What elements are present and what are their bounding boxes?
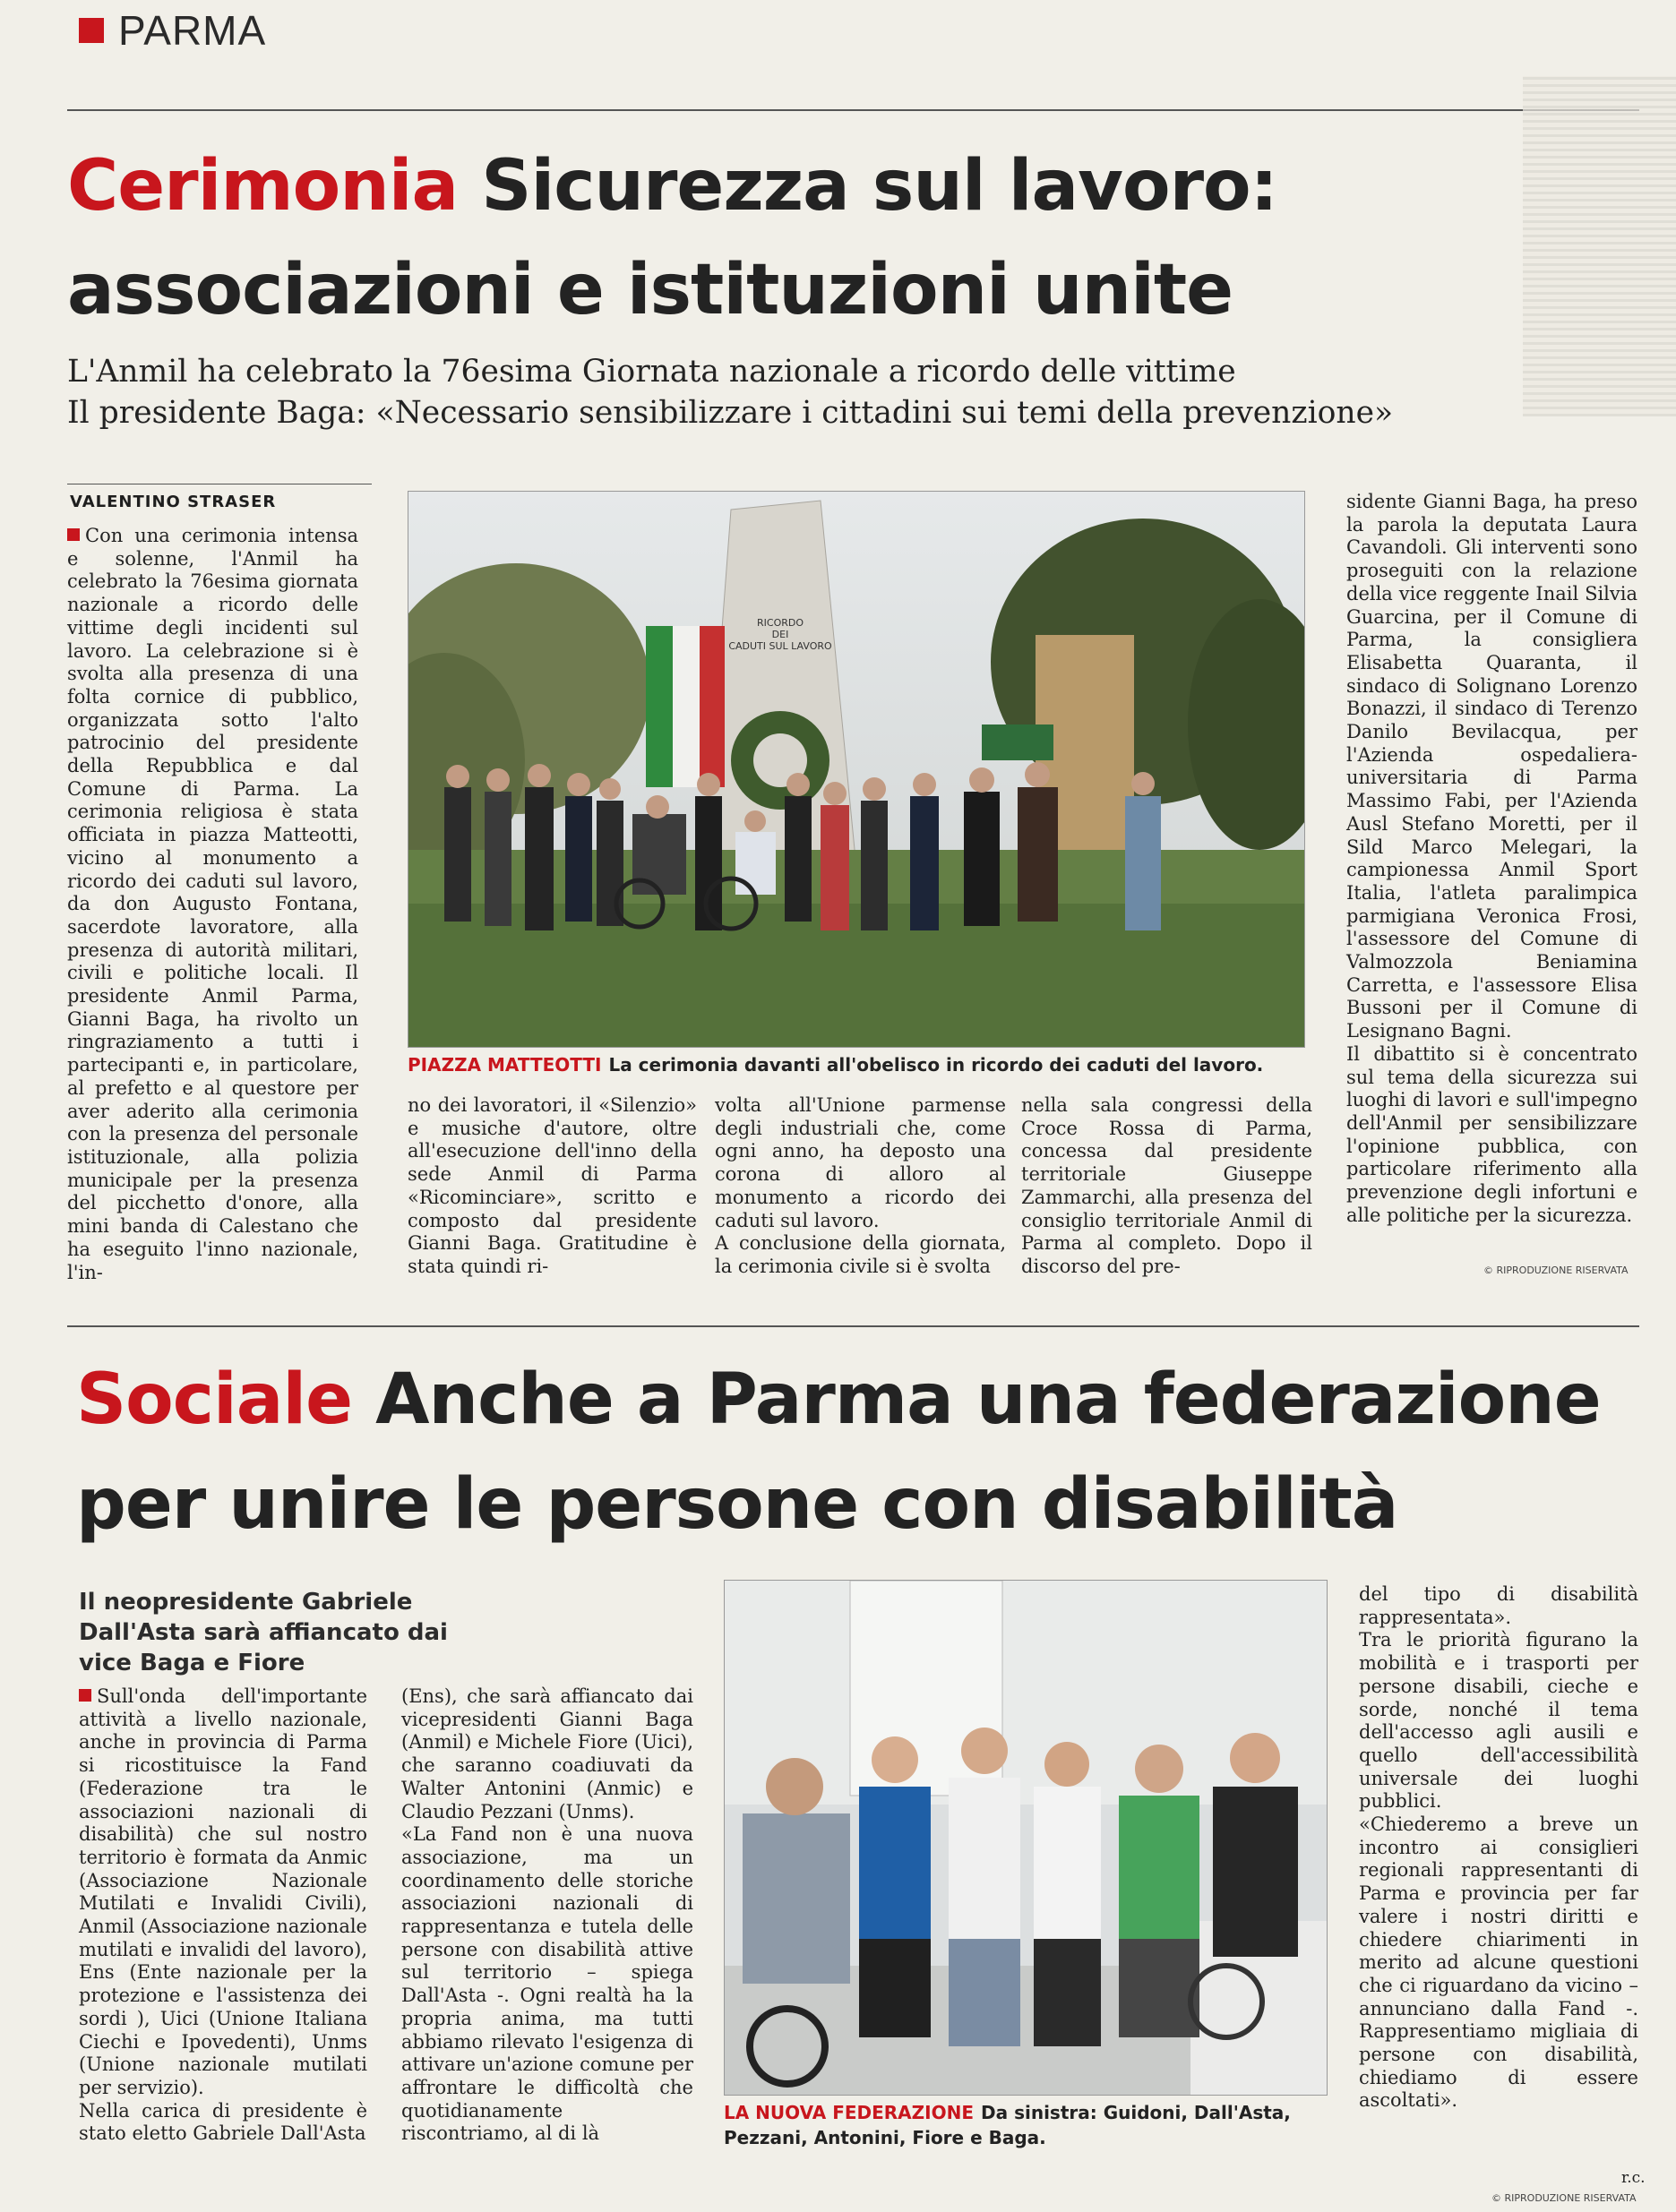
article1-headline-line2: associazioni e istituzioni unite (67, 250, 1233, 330)
lead-bullet (79, 1689, 91, 1702)
federation-photo (724, 1580, 1328, 2096)
article2-column-3: del tipo di disabilità rappresentata». Tra le priorità figurano la mobilità e i trasporti per persone disabili, cieche e sorde, nonché il tema dell'accesso agli ausili e quello dell'accessibilità universale dei luoghi pubblici. «Chiederemo a breve un incontro ai consiglieri regionali rappresentanti di Parma e provincia per far valere i nostri diritti e chiedere chiarimenti in merito ad alcune questioni che ci riguardano da vicino – annunciano dalla Fand -. Rappresentiamo migliaia di persone con disabilità, chiediamo di essere ascoltati». (1359, 1583, 1638, 2112)
article2-signature: r.c. (1621, 2169, 1646, 2187)
article-divider (67, 1325, 1639, 1327)
article1-subhead-line1: L'Anmil ha celebrato la 76esima Giornata nazionale a ricordo delle vittime (67, 354, 1236, 390)
article1-caption-text: La cerimonia davanti all'obelisco in ricordo dei caduti del lavoro. (608, 1054, 1264, 1076)
article2-column-1: Sull'onda dell'importante attività a livello nazionale, anche in provincia di Parma si ricostituisce la Fand (Federazione tra le associazioni nazionali di disabilità) che sul nostro territorio è formata da Anmic (Associazione Nazionale Mutilati e Invalidi Civili), Anmil (Associazione nazionale mutilati e invalidi del lavoro), Ens (Ente nazionale per la protezione e l'assistenza dei sordi ), Uici (Unione Italiana Ciechi e Ipovedenti), Unms (Unione nazionale mutilati per servizio). Nella carica di presidente è stato eletto Gabriele Dall'Asta (79, 1685, 367, 2145)
section-marker (79, 18, 104, 43)
lead-bullet (67, 528, 80, 541)
article2-caption-kicker: LA NUOVA FEDERAZIONE (724, 2102, 975, 2123)
article1-column-5: sidente Gianni Baga, ha preso la parola la deputata Laura Cavandoli. Gli interventi sono proseguiti con la relazione della vice reggente Inail Silvia Guarcina, per il Comune di Parma, la consigliera Elisabetta Quaranta, il sindaco di Solignano Lorenzo Bonazzi, il sindaco di Terenzo Danilo Bevilacqua, per l'Azienda ospedaliera-universitaria di Parma Massimo Fabi, per l'Azienda Ausl Stefano Moretti, per il Sild Marco Melegari, la campionessa Anmil Sport Italia, l'atleta paralimpica parmigiana Veronica Frosi, l'assessore del Comune di Valmozzola Beniamina Carretta, e l'assessore Elisa Bussoni per il Comune di Lesignano Bagni. Il dibattito si è concentrato sul tema della sicurezza sui luoghi di lavori e sull'impegno dell'Anmil per sensibilizzare l'opinione pubblica, con particolare riferimento alla prevenzione degli infortuni e alle politiche per la sicurezza. (1346, 491, 1637, 1226)
article1-copyright: © RIPRODUZIONE RISERVATA (1483, 1265, 1629, 1276)
article2-headline-line2: per unire le persone con disabilità (76, 1464, 1398, 1545)
page-bleed (1523, 76, 1676, 416)
article1-byline: VALENTINO STRASER (70, 493, 277, 511)
article1-column-3: volta all'Unione parmense degli industriali che, come ogni anno, ha deposto una corona di alloro al monumento a ricordo dei caduti sul lavoro. A conclusione della giornata, la cerimonia civile si è svolta (715, 1094, 1006, 1277)
monument-inscription: RICORDO DEI CADUTI SUL LAVORO (728, 617, 832, 652)
top-rule (67, 109, 1639, 111)
article2-copyright: © RIPRODUZIONE RISERVATA (1491, 2192, 1637, 2204)
section-header (79, 7, 267, 54)
article1-subhead-line2: Il presidente Baga: «Necessario sensibilizzare i cittadini sui temi della prevenzione» (67, 395, 1394, 431)
article1-column-4: nella sala congressi della Croce Rossa di Parma, concessa dal presidente territoriale Giuseppe Zammarchi, alla presenza del consiglio territoriale Anmil di Parma al completo. Dopo il discorso del pre- (1021, 1094, 1312, 1277)
article1-kicker: Cerimonia (67, 146, 459, 227)
article1-headline-line1: Cerimonia Sicurezza sul lavoro: (67, 146, 1277, 227)
article2-kicker: Sociale (76, 1359, 353, 1440)
article1-caption-kicker: PIAZZA MATTEOTTI (408, 1054, 602, 1076)
article2-headline-line1: Sociale Anche a Parma una federazione (76, 1359, 1601, 1440)
article1-column-1: Con una cerimonia intensa e solenne, l'Anmil ha celebrato la 76esima giornata nazionale a ricordo delle vittime degli incidenti sul lavoro. La celebrazione si è svolta alla presenza di una folta cornice di pubblico, organizzata sotto l'alto patrocinio del presidente della Repubblica e dal Comune di Parma. La cerimonia religiosa è stata officiata in piazza Matteotti, vicino al monumento a ricordo dei caduti sul lavoro, da don Augusto Fontana, sacerdote lavoratore, alla presenza di autorità militari, civili e politiche locali. Il presidente Anmil Parma, Gianni Baga, ha rivolto un ringraziamento a tutti i partecipanti e, in particolare, al prefetto e al questore per aver aderito alla cerimonia con la presenza del personale istituzionale, alla polizia municipale per la presenza del picchetto d'onore, alla mini banda di Calestano che ha eseguito l'inno nazionale, l'in- (67, 525, 358, 1283)
article1-column-2: no dei lavoratori, il «Silenzio» e musiche d'autore, oltre all'esecuzione dell'inno della sede Anmil di Parma «Ricominciare», scritto e composto dal presidente Gianni Baga. Gratitudine è stata quindi ri- (408, 1094, 697, 1277)
ceremony-photo (408, 491, 1305, 1048)
article2-column-2: (Ens), che sarà affiancato dai vicepresidenti Gianni Baga (Anmil) e Michele Fiore (Uici), che saranno coadiuvati da Walter Antonini (Anmic) e Claudio Pezzani (Unms). «La Fand non è una nuova associazione, ma un coordinamento delle storiche associazioni nazionali di rappresentanza e tutela delle persone con disabilità attive sul territorio – spiega Dall'Asta -. Ogni realtà ha la propria anima, ma tutti abbiamo rilevato l'esigenza di attivare un'azione comune per affrontare le difficoltà che quotidianamente riscontriamo, al di là (401, 1685, 693, 2145)
article2-deck: Il neopresidente Gabriele Dall'Asta sarà affiancato dai vice Baga e Fiore (79, 1589, 448, 1676)
article2-caption-text: Da sinistra: Guidoni, Dall'Asta, Pezzani, Antonini, Fiore e Baga. (724, 2102, 1291, 2148)
section-label: PARMA (118, 7, 267, 54)
article1-photo-caption (408, 1052, 1303, 1077)
article2-photo-caption (724, 2100, 1326, 2150)
